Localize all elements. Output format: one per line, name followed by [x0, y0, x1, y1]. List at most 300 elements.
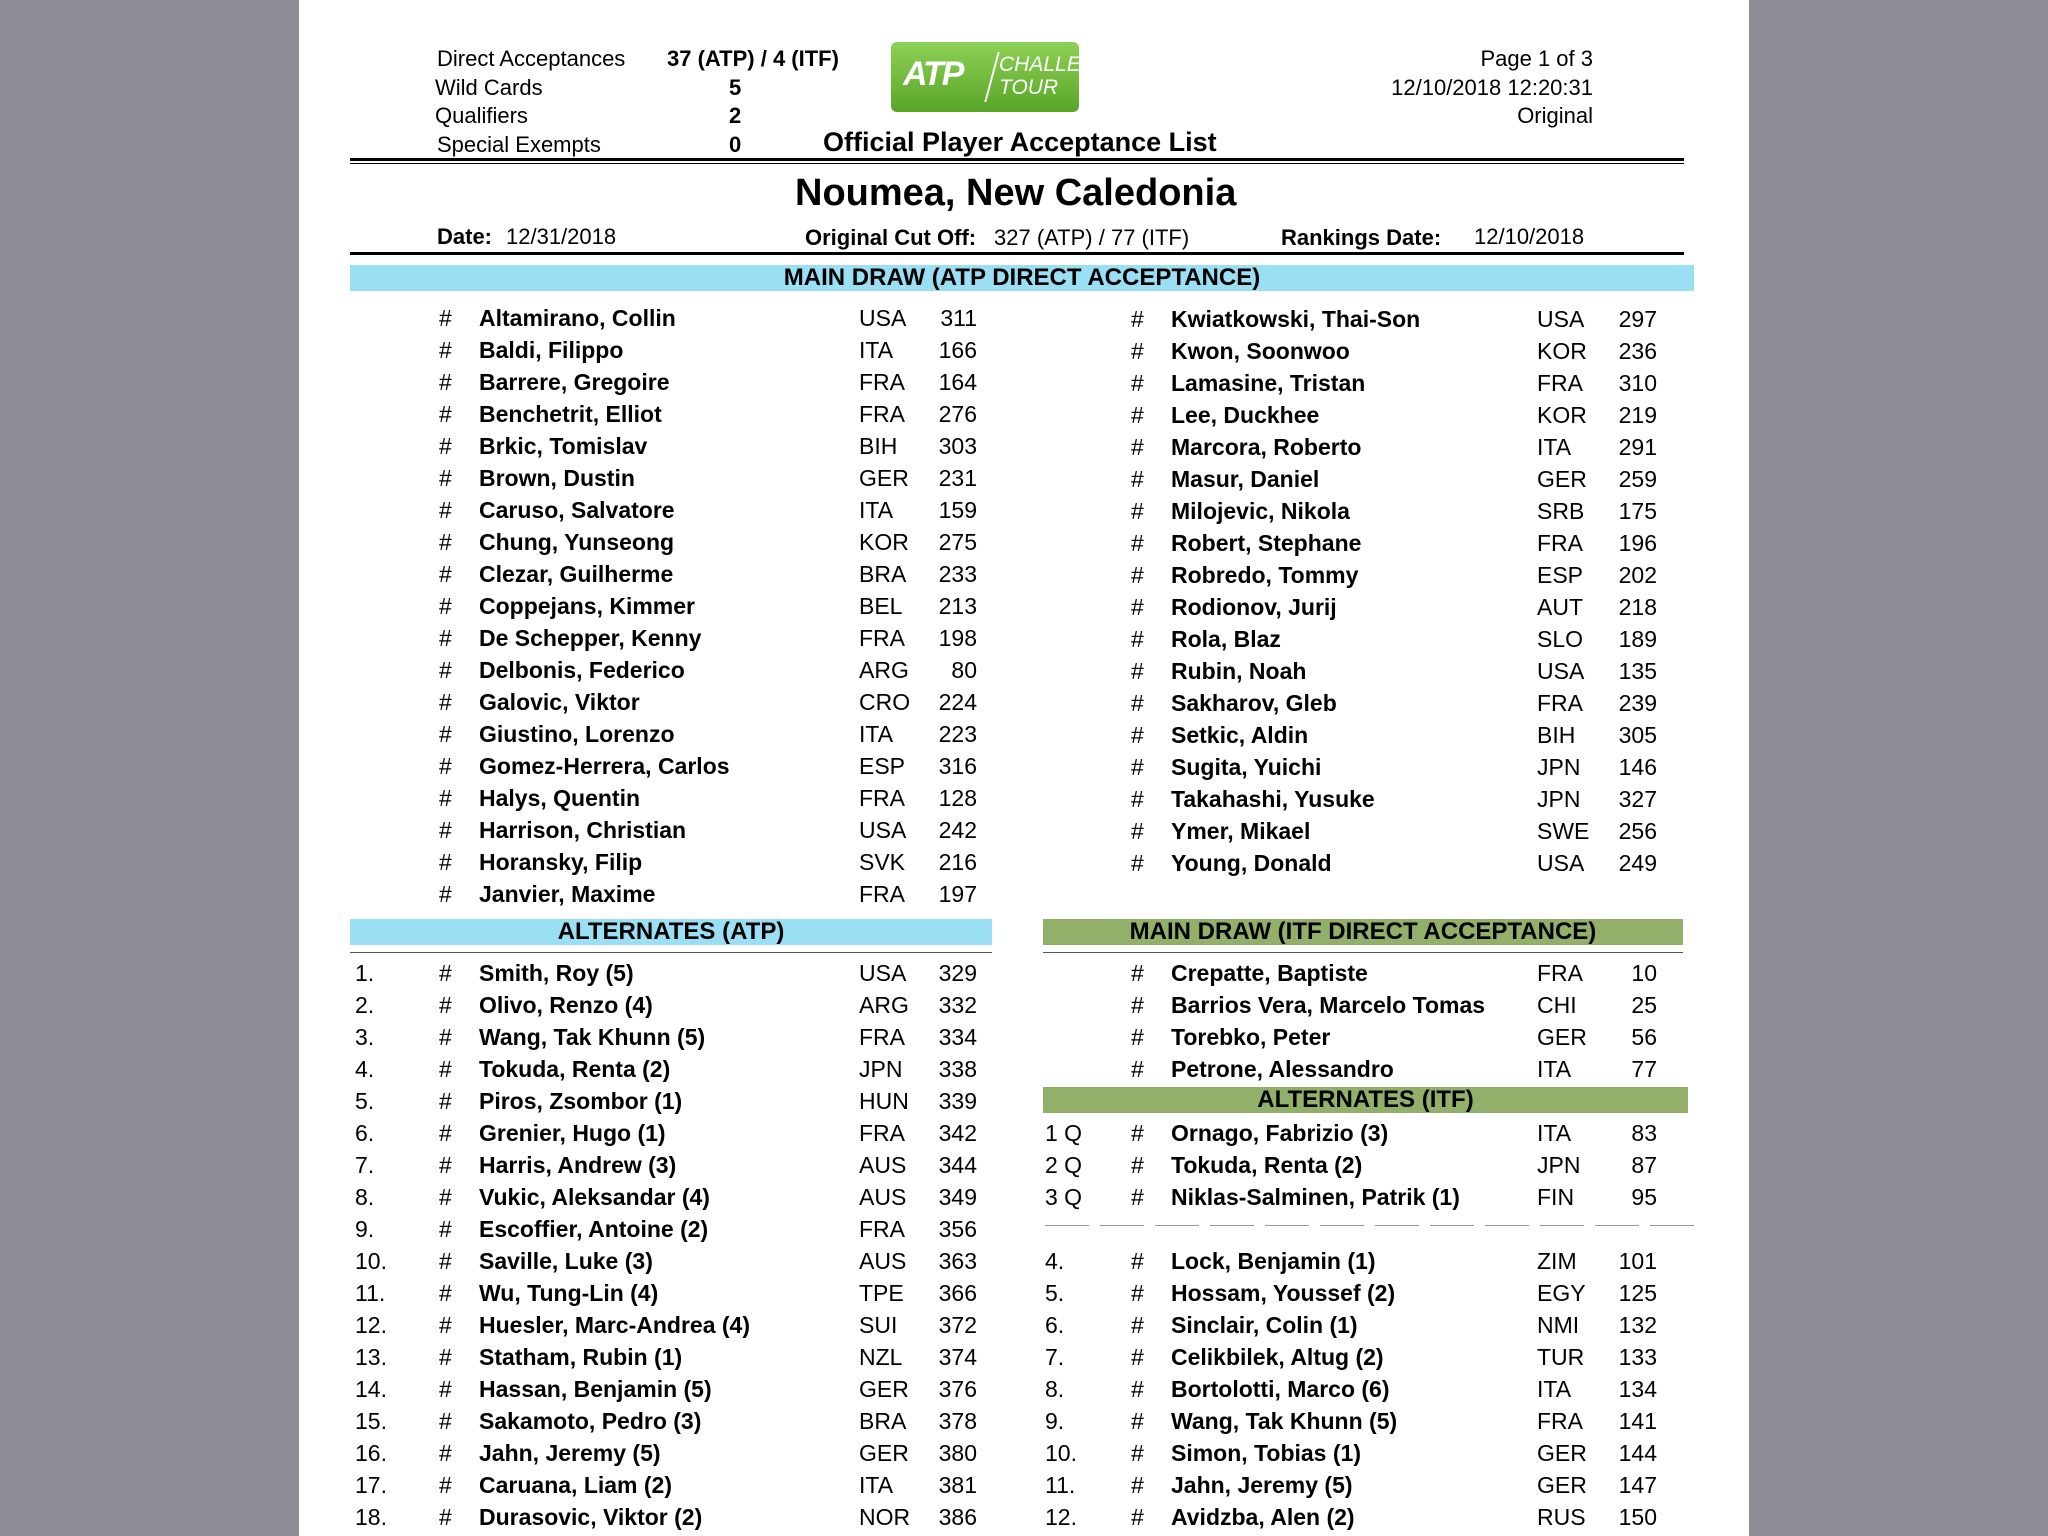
- player-row: [299, 1469, 1749, 1501]
- entry-mark: #: [439, 785, 452, 811]
- player-country: USA: [859, 817, 907, 843]
- player-rank: 259: [1618, 466, 1657, 492]
- player-name: Sinclair, Colin (1): [1171, 1312, 1358, 1338]
- player-country: ITA: [1537, 1120, 1572, 1146]
- entry-mark: #: [1131, 594, 1144, 620]
- entry-mark: #: [439, 721, 452, 747]
- entry-mark: #: [439, 689, 452, 715]
- entry-mark: #: [439, 1312, 452, 1338]
- player-country: ARG: [859, 992, 909, 1018]
- player-rank: 332: [938, 992, 977, 1018]
- player-name: Masur, Daniel: [1171, 466, 1320, 492]
- player-rank: 334: [938, 1024, 977, 1050]
- player-rank: 349: [938, 1184, 977, 1210]
- player-row: [299, 719, 1749, 751]
- entry-number: 3 Q: [1045, 1184, 1083, 1210]
- entry-mark: #: [439, 369, 452, 395]
- player-rank: 132: [1618, 1312, 1657, 1338]
- header-rule-thin: [350, 163, 1684, 164]
- player-row: [299, 1437, 1749, 1469]
- player-country: ITA: [859, 721, 894, 747]
- entry-mark: #: [439, 529, 452, 555]
- player-rank: 231: [938, 465, 977, 491]
- player-country: FRA: [1537, 370, 1583, 396]
- entry-mark: #: [1131, 1504, 1144, 1530]
- player-country: KOR: [859, 529, 909, 555]
- entry-mark: #: [439, 305, 452, 331]
- player-name: Delbonis, Federico: [479, 657, 685, 683]
- rankings-date-value: 12/10/2018: [1474, 224, 1585, 249]
- player-rank: 363: [938, 1248, 977, 1274]
- player-country: FRA: [1537, 690, 1583, 716]
- player-country: USA: [1537, 306, 1585, 332]
- player-name: Huesler, Marc-Andrea (4): [479, 1312, 750, 1338]
- entry-mark: #: [1131, 1280, 1144, 1306]
- entry-mark: #: [1131, 1376, 1144, 1402]
- stat-label-special: Special Exempts: [437, 132, 601, 157]
- entry-mark: #: [439, 657, 452, 683]
- entry-number: 11.: [355, 1280, 386, 1306]
- player-rank: 166: [938, 337, 977, 363]
- player-country: AUS: [859, 1248, 907, 1274]
- entry-number: 3.: [355, 1024, 375, 1050]
- player-country: GER: [859, 465, 909, 491]
- player-country: FRA: [859, 1216, 905, 1242]
- player-name: Statham, Rubin (1): [479, 1344, 683, 1370]
- player-name: Gomez-Herrera, Carlos: [479, 753, 730, 779]
- player-rank: 239: [1618, 690, 1657, 716]
- player-country: FRA: [1537, 530, 1583, 556]
- player-rank: 218: [1618, 594, 1657, 620]
- player-name: Marcora, Roberto: [1171, 434, 1362, 460]
- player-row: [299, 367, 1749, 399]
- player-rank: 202: [1618, 562, 1657, 588]
- entry-number: 4.: [355, 1056, 375, 1082]
- entry-mark: #: [439, 1248, 452, 1274]
- player-name: Avidzba, Alen (2): [1171, 1504, 1355, 1530]
- player-name: Hossam, Youssef (2): [1171, 1280, 1396, 1306]
- player-rank: 256: [1618, 818, 1657, 844]
- entry-number: 14.: [355, 1376, 387, 1402]
- player-name: Tokuda, Renta (2): [479, 1056, 671, 1082]
- player-row: [299, 303, 1749, 335]
- player-country: BEL: [859, 593, 903, 619]
- player-country: BIH: [859, 433, 898, 459]
- player-rank: 233: [938, 561, 977, 587]
- player-country: USA: [1537, 850, 1585, 876]
- player-country: GER: [1537, 1440, 1587, 1466]
- player-name: Celikbilek, Altug (2): [1171, 1344, 1384, 1370]
- player-row: [299, 687, 1749, 719]
- entry-mark: #: [439, 1440, 452, 1466]
- player-row: [299, 1341, 1749, 1373]
- entry-number: 13.: [355, 1344, 387, 1370]
- entry-mark: #: [1131, 850, 1144, 876]
- player-country: GER: [1537, 1024, 1587, 1050]
- entry-mark: #: [439, 1376, 452, 1402]
- player-country: ITA: [859, 497, 894, 523]
- alternates-atp-rule: [350, 952, 992, 953]
- entry-mark: #: [1131, 338, 1144, 364]
- player-rank: 316: [938, 753, 977, 779]
- player-country: HUN: [859, 1088, 909, 1114]
- date-label: Date:: [437, 224, 493, 249]
- entry-mark: #: [439, 1216, 452, 1242]
- player-country: USA: [1537, 658, 1585, 684]
- player-rank: 125: [1618, 1280, 1657, 1306]
- entry-number: 11.: [1045, 1472, 1076, 1498]
- player-rank: 147: [1618, 1472, 1657, 1498]
- player-rank: 196: [1618, 530, 1657, 556]
- entry-mark: #: [439, 817, 452, 843]
- player-rank: 159: [938, 497, 977, 523]
- entry-mark: #: [1131, 786, 1144, 812]
- entry-mark: #: [1131, 466, 1144, 492]
- logo-divider: [984, 52, 999, 102]
- player-country: BIH: [1537, 722, 1576, 748]
- player-country: EGY: [1537, 1280, 1586, 1306]
- list-status: Original: [1517, 103, 1593, 128]
- entry-number: 4.: [1045, 1248, 1065, 1274]
- player-name: Barrios Vera, Marcelo Tomas: [1171, 992, 1486, 1018]
- player-rank: 342: [938, 1120, 977, 1146]
- player-country: SVK: [859, 849, 906, 875]
- player-country: SLO: [1537, 626, 1584, 652]
- player-rank: 223: [938, 721, 977, 747]
- player-name: Robert, Stephane: [1171, 530, 1362, 556]
- entry-mark: #: [439, 1408, 452, 1434]
- player-row: [299, 1181, 1749, 1213]
- entry-mark: #: [439, 753, 452, 779]
- document-page: [299, 0, 1749, 1536]
- player-country: NMI: [1537, 1312, 1580, 1338]
- player-rank: 236: [1618, 338, 1657, 364]
- player-country: FRA: [859, 1120, 905, 1146]
- player-country: FRA: [1537, 1408, 1583, 1434]
- player-rank: 83: [1631, 1120, 1657, 1146]
- player-row: [299, 989, 1749, 1021]
- player-name: Sakamoto, Pedro (3): [479, 1408, 702, 1434]
- entry-number: 7.: [1045, 1344, 1065, 1370]
- player-country: NZL: [859, 1344, 903, 1370]
- entry-mark: #: [1131, 1056, 1144, 1082]
- player-name: Barrere, Gregoire: [479, 369, 670, 395]
- player-rank: 197: [938, 881, 977, 907]
- player-country: GER: [859, 1440, 909, 1466]
- player-rank: 213: [938, 593, 977, 619]
- stat-value-wildcards: 5: [729, 75, 742, 100]
- player-rank: 56: [1631, 1024, 1657, 1050]
- entry-mark: #: [1131, 1120, 1144, 1146]
- entry-mark: #: [439, 881, 452, 907]
- entry-mark: #: [1131, 434, 1144, 460]
- player-name: Janvier, Maxime: [479, 881, 656, 907]
- player-country: FRA: [859, 401, 905, 427]
- player-name: Jahn, Jeremy (5): [479, 1440, 661, 1466]
- player-country: JPN: [859, 1056, 903, 1082]
- entry-number: 15.: [355, 1408, 387, 1434]
- entry-mark: #: [1131, 530, 1144, 556]
- player-name: Galovic, Viktor: [479, 689, 640, 715]
- player-rank: 87: [1631, 1152, 1657, 1178]
- entry-mark: #: [439, 1344, 452, 1370]
- section-main-draw-itf: MAIN DRAW (ITF DIRECT ACCEPTANCE): [1043, 919, 1683, 945]
- player-name: Hassan, Benjamin (5): [479, 1376, 712, 1402]
- player-rank: 311: [940, 305, 977, 331]
- entry-mark: #: [439, 849, 452, 875]
- player-name: Brown, Dustin: [479, 465, 635, 491]
- player-name: Torebko, Peter: [1171, 1024, 1331, 1050]
- player-row: [299, 1501, 1749, 1533]
- entry-mark: #: [439, 1120, 452, 1146]
- entry-number: 12.: [1045, 1504, 1077, 1530]
- entry-number: 6.: [1045, 1312, 1065, 1338]
- player-name: Altamirano, Collin: [479, 305, 676, 331]
- separator-dash: [1210, 1225, 1254, 1226]
- player-name: Sugita, Yuichi: [1171, 754, 1322, 780]
- player-rank: 95: [1631, 1184, 1657, 1210]
- entry-number: 5.: [1045, 1280, 1065, 1306]
- entry-number: 5.: [355, 1088, 375, 1114]
- entry-number: 9.: [355, 1216, 375, 1242]
- player-row: [299, 1213, 1749, 1245]
- entry-mark: #: [439, 1056, 452, 1082]
- player-country: NOR: [859, 1504, 911, 1530]
- stat-value-direct: 37 (ATP) / 4 (ITF): [667, 46, 839, 71]
- player-country: KOR: [1537, 402, 1587, 428]
- player-name: De Schepper, Kenny: [479, 625, 702, 651]
- player-country: FIN: [1537, 1184, 1575, 1210]
- player-name: Coppejans, Kimmer: [479, 593, 695, 619]
- entry-mark: #: [1131, 722, 1144, 748]
- player-name: Piros, Zsombor (1): [479, 1088, 683, 1114]
- entry-mark: #: [439, 1024, 452, 1050]
- player-country: GER: [1537, 466, 1587, 492]
- player-rank: 374: [938, 1344, 977, 1370]
- player-country: USA: [859, 305, 907, 331]
- player-row: [299, 1021, 1749, 1053]
- player-country: FRA: [859, 785, 905, 811]
- entry-mark: #: [1131, 960, 1144, 986]
- player-name: Kwiatkowski, Thai-Son: [1171, 306, 1421, 332]
- player-rank: 198: [938, 625, 977, 651]
- entry-number: 8.: [1045, 1376, 1065, 1402]
- player-country: ESP: [1537, 562, 1584, 588]
- player-row: [299, 495, 1749, 527]
- player-name: Chung, Yunseong: [479, 529, 675, 555]
- separator-dash: [1485, 1225, 1529, 1226]
- player-rank: 327: [1618, 786, 1657, 812]
- separator-dash: [1540, 1225, 1584, 1226]
- entry-mark: #: [439, 1088, 452, 1114]
- player-name: Durasovic, Viktor (2): [479, 1504, 703, 1530]
- player-rank: 305: [1618, 722, 1657, 748]
- entry-mark: #: [439, 401, 452, 427]
- player-name: Benchetrit, Elliot: [479, 401, 662, 427]
- player-name: Young, Donald: [1171, 850, 1332, 876]
- player-rank: 25: [1631, 992, 1657, 1018]
- player-rank: 303: [938, 433, 977, 459]
- stat-label-direct: Direct Acceptances: [437, 46, 626, 71]
- entry-mark: #: [1131, 306, 1144, 332]
- player-name: Harris, Andrew (3): [479, 1152, 677, 1178]
- player-country: ZIM: [1537, 1248, 1577, 1274]
- player-row: [299, 527, 1749, 559]
- player-name: Grenier, Hugo (1): [479, 1120, 666, 1146]
- player-country: FRA: [1537, 960, 1583, 986]
- cutoff-value: 327 (ATP) / 77 (ITF): [994, 225, 1190, 250]
- player-rank: 219: [1618, 402, 1657, 428]
- player-name: Lock, Benjamin (1): [1171, 1248, 1376, 1274]
- player-name: Petrone, Alessandro: [1171, 1056, 1394, 1082]
- player-rank: 77: [1631, 1056, 1657, 1082]
- player-country: SWE: [1537, 818, 1590, 844]
- player-name: Caruso, Salvatore: [479, 497, 675, 523]
- entry-mark: #: [1131, 754, 1144, 780]
- stat-value-special: 0: [729, 132, 742, 157]
- entry-mark: #: [1131, 1024, 1144, 1050]
- player-name: Jahn, Jeremy (5): [1171, 1472, 1353, 1498]
- player-name: Crepatte, Baptiste: [1171, 960, 1368, 986]
- player-name: Kwon, Soonwoo: [1171, 338, 1350, 364]
- timestamp: 12/10/2018 12:20:31: [1391, 75, 1593, 100]
- player-row: [299, 591, 1749, 623]
- player-rank: 276: [938, 401, 977, 427]
- section-alternates-atp: ALTERNATES (ATP): [350, 919, 992, 945]
- player-rank: 275: [938, 529, 977, 555]
- entry-number: 2 Q: [1045, 1152, 1083, 1178]
- player-row: [299, 623, 1749, 655]
- player-rank: 366: [938, 1280, 977, 1306]
- player-row: [299, 957, 1749, 989]
- player-rank: 133: [1618, 1344, 1657, 1370]
- entry-mark: #: [1131, 1344, 1144, 1370]
- player-rank: 344: [938, 1152, 977, 1178]
- player-name: Niklas-Salminen, Patrik (1): [1171, 1184, 1460, 1210]
- stat-label-qualifiers: Qualifiers: [435, 103, 528, 128]
- entry-number: 8.: [355, 1184, 375, 1210]
- player-name: Rodionov, Jurij: [1171, 594, 1337, 620]
- player-country: FRA: [859, 625, 905, 651]
- entry-mark: #: [1131, 1472, 1144, 1498]
- player-row: [299, 335, 1749, 367]
- player-country: FRA: [859, 369, 905, 395]
- player-rank: 224: [938, 689, 977, 715]
- header-rule: [350, 158, 1684, 161]
- entry-mark: #: [1131, 626, 1144, 652]
- player-name: Milojevic, Nikola: [1171, 498, 1350, 524]
- player-row: [299, 878, 1749, 910]
- player-row: [299, 1117, 1749, 1149]
- player-country: CHI: [1537, 992, 1577, 1018]
- player-row: [299, 1149, 1749, 1181]
- stat-value-qualifiers: 2: [729, 103, 742, 128]
- player-name: Escoffier, Antoine (2): [479, 1216, 709, 1242]
- entry-number: 7.: [355, 1152, 375, 1178]
- player-country: AUS: [859, 1152, 907, 1178]
- list-title: Official Player Acceptance List: [823, 127, 1217, 157]
- player-row: [299, 1405, 1749, 1437]
- separator-dash: [1320, 1225, 1364, 1226]
- player-country: JPN: [1537, 1152, 1581, 1178]
- player-name: Robredo, Tommy: [1171, 562, 1359, 588]
- atp-challenger-logo: [891, 42, 1142, 112]
- date-value: 12/31/2018: [506, 224, 617, 249]
- player-name: Ymer, Mikael: [1171, 818, 1311, 844]
- entry-mark: #: [1131, 1440, 1144, 1466]
- player-name: Halys, Quentin: [479, 785, 641, 811]
- player-country: TUR: [1537, 1344, 1585, 1370]
- entry-mark: #: [1131, 1152, 1144, 1178]
- entry-mark: #: [439, 433, 452, 459]
- entry-mark: #: [439, 561, 452, 587]
- section-main-draw-atp: MAIN DRAW (ATP DIRECT ACCEPTANCE): [350, 265, 1694, 291]
- entry-number: 1.: [355, 960, 375, 986]
- entry-number: 9.: [1045, 1408, 1065, 1434]
- player-name: Wang, Tak Khunn (5): [479, 1024, 706, 1050]
- player-row: [299, 1245, 1749, 1277]
- player-country: FRA: [859, 881, 905, 907]
- entry-mark: #: [439, 1472, 452, 1498]
- player-rank: 146: [1618, 754, 1657, 780]
- player-row: [299, 751, 1749, 783]
- player-name: Wang, Tak Khunn (5): [1171, 1408, 1398, 1434]
- subheader-rule: [350, 252, 1684, 255]
- entry-mark: #: [1131, 402, 1144, 428]
- player-row: [299, 559, 1749, 591]
- player-country: ITA: [859, 337, 894, 363]
- player-name: Lee, Duckhee: [1171, 402, 1320, 428]
- player-country: USA: [859, 960, 907, 986]
- player-country: AUS: [859, 1184, 907, 1210]
- entry-number: 1 Q: [1045, 1120, 1083, 1146]
- player-name: Rola, Blaz: [1171, 626, 1281, 652]
- player-rank: 376: [938, 1376, 977, 1402]
- player-country: GER: [1537, 1472, 1587, 1498]
- player-rank: 356: [938, 1216, 977, 1242]
- entry-number: 2.: [355, 992, 375, 1018]
- entry-number: 16.: [355, 1440, 387, 1466]
- player-rank: 175: [1618, 498, 1657, 524]
- player-row: [299, 815, 1749, 847]
- tournament-name: Noumea, New Caledonia: [795, 172, 1237, 214]
- player-row: [299, 431, 1749, 463]
- player-name: Baldi, Filippo: [479, 337, 624, 363]
- entry-mark: #: [1131, 690, 1144, 716]
- player-rank: 386: [938, 1504, 977, 1530]
- entry-number: 10.: [355, 1248, 387, 1274]
- entry-mark: #: [439, 1504, 452, 1530]
- player-rank: 310: [1618, 370, 1657, 396]
- player-country: ITA: [1537, 1056, 1572, 1082]
- player-country: KOR: [1537, 338, 1587, 364]
- player-name: Smith, Roy (5): [479, 960, 634, 986]
- player-name: Takahashi, Yusuke: [1171, 786, 1375, 812]
- logo-challenger-text: CHALLENGER TOUR: [999, 53, 1142, 99]
- player-name: Lamasine, Tristan: [1171, 370, 1366, 396]
- player-name: Ornago, Fabrizio (3): [1171, 1120, 1389, 1146]
- player-rank: 164: [938, 369, 977, 395]
- player-rank: 378: [938, 1408, 977, 1434]
- entry-mark: #: [1131, 1408, 1144, 1434]
- player-country: AUT: [1537, 594, 1583, 620]
- rankings-date-label: Rankings Date:: [1281, 225, 1442, 250]
- player-rank: 144: [1618, 1440, 1657, 1466]
- player-name: Setkic, Aldin: [1171, 722, 1309, 748]
- entry-mark: #: [439, 1184, 452, 1210]
- player-country: BRA: [859, 1408, 907, 1434]
- player-country: ARG: [859, 657, 909, 683]
